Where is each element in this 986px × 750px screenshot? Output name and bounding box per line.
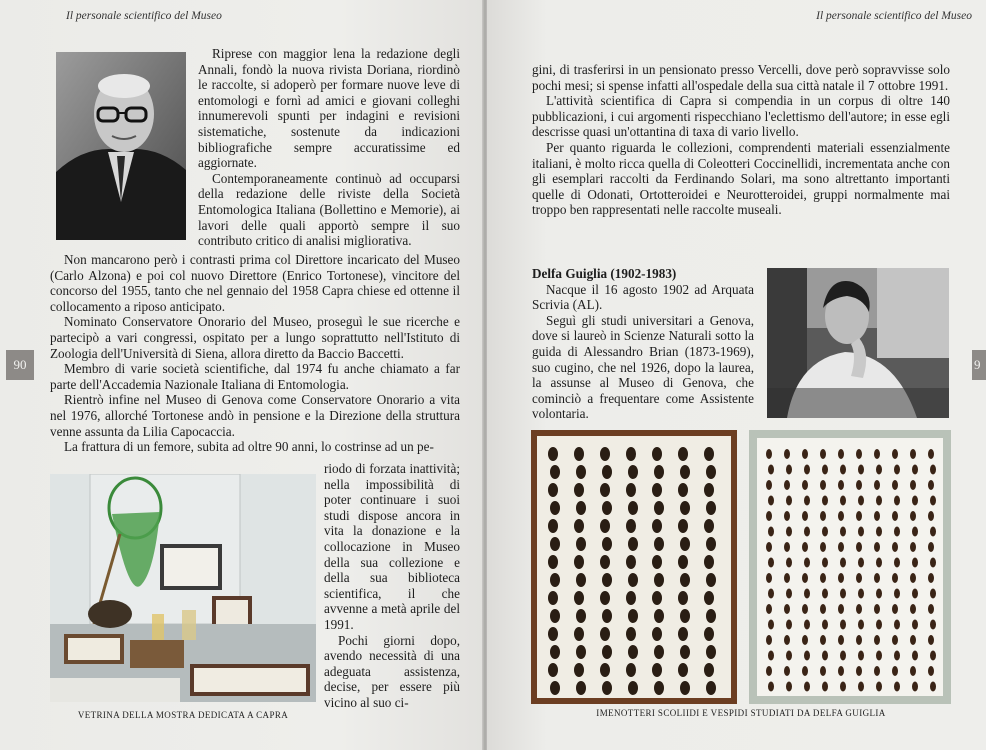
paragraph: Membro di varie società scientifiche, dal 1974 fu anche chiamato a far parte dell'Accademia Nazionale Italiana di Entomologia. (50, 361, 460, 392)
insect-specimen (838, 480, 844, 490)
insect-specimen (840, 682, 846, 692)
insect-specimen (628, 609, 638, 623)
portrait-photo-guiglia (767, 268, 949, 418)
insect-specimen (766, 449, 772, 459)
insect-specimen (838, 511, 844, 521)
insect-specimen (626, 627, 636, 641)
insect-specimen (766, 511, 772, 521)
insect-specimen (652, 555, 662, 569)
insect-specimen (930, 589, 936, 599)
insect-specimen (628, 573, 638, 587)
insect-specimen (768, 682, 774, 692)
insect-specimen (874, 511, 880, 521)
insect-specimen (912, 589, 918, 599)
insect-specimen (548, 555, 558, 569)
insect-specimen (768, 651, 774, 661)
insect-specimen (548, 447, 558, 461)
insect-specimen (894, 589, 900, 599)
insect-specimen (840, 589, 846, 599)
insect-specimen (574, 591, 584, 605)
running-head-left: Il personale scientifico del Museo (66, 10, 222, 22)
insect-specimen (822, 496, 828, 506)
page-number-right: 9 (972, 350, 986, 380)
insect-specimen (858, 527, 864, 537)
insect-specimen (892, 480, 898, 490)
insect-specimen (678, 519, 688, 533)
insect-specimen (912, 527, 918, 537)
insect-specimen (874, 573, 880, 583)
insect-specimen (704, 519, 714, 533)
insect-specimen (654, 609, 664, 623)
insect-specimen (910, 573, 916, 583)
insect-specimen (894, 558, 900, 568)
insect-specimen (892, 635, 898, 645)
insect-specimen (680, 681, 690, 695)
insect-specimen (822, 682, 828, 692)
paragraph: Nominato Conservatore Onorario del Museo, proseguì le sue ricerche e partecipò a vari congressi, ospitato per a lungo soprattutto nell'Istituto di Zoologia dell'Università di Siena, allora diretto da Baccio Baccetti. (50, 314, 460, 361)
insect-specimen (930, 465, 936, 475)
paragraph: Contemporaneamente continuò ad occuparsi della redazione delle riviste della Società Entomologica Italiana (Bollettino e Memorie), ai lavori delle quali apportò sempre il suo contributo critico di analisi migliorativa. (198, 170, 460, 249)
paragraph: Non mancarono però i contrasti prima col Direttore incaricato del Museo (Carlo Alzona) e poi col nuovo Direttore (Enrico Tortonese), vincitore del concorso del 1955, tanto che nel gennaio del 1958 Capra chiese ed ottenne il collocamento a riposo anticipato. (50, 252, 460, 314)
insect-specimen (820, 449, 826, 459)
insect-specimen (602, 573, 612, 587)
insect-specimen (894, 527, 900, 537)
insect-specimen (840, 620, 846, 630)
insect-specimen (786, 682, 792, 692)
insect-specimen (550, 573, 560, 587)
insect-specimen (680, 609, 690, 623)
insect-specimen (930, 558, 936, 568)
insect-specimen (892, 573, 898, 583)
insect-specimen (600, 627, 610, 641)
insect-specimen (822, 558, 828, 568)
insect-specimen (804, 589, 810, 599)
insect-specimen (912, 651, 918, 661)
insect-specimen (548, 627, 558, 641)
insect-specimen (892, 666, 898, 676)
insect-specimen (704, 627, 714, 641)
insect-specimen (704, 663, 714, 677)
insect-specimen (550, 501, 560, 515)
insect-specimen (822, 620, 828, 630)
insect-specimen (802, 480, 808, 490)
insect-specimen (652, 591, 662, 605)
insect-specimen (626, 555, 636, 569)
insect-specimen (600, 447, 610, 461)
insect-specimen (680, 573, 690, 587)
insect-specimen (930, 620, 936, 630)
insect-specimen (930, 496, 936, 506)
insect-specimen (680, 537, 690, 551)
insect-specimen (652, 627, 662, 641)
insect-specimen (706, 609, 716, 623)
insect-specimen (928, 542, 934, 552)
section-title: Delfa Guiglia (1902-1983) (532, 266, 677, 281)
paragraph: Seguì gli studi universitari a Genova, dove si laureò in Scienze Naturali sotto la guida di Alessandro Brian (1873-1969), suo cugino, che nel 1926, dopo la laurea, la assunse al Museo di Genova, che cominciò a frequentare come Assistente volontaria. (532, 312, 754, 422)
insect-specimen (804, 558, 810, 568)
insect-specimen (768, 465, 774, 475)
insect-specimen (876, 620, 882, 630)
insect-specimen (838, 573, 844, 583)
insect-specimen (802, 666, 808, 676)
insect-specimen (626, 447, 636, 461)
insect-specimen (894, 496, 900, 506)
insect-specimen (820, 573, 826, 583)
insect-specimen (820, 666, 826, 676)
insect-specimen (928, 480, 934, 490)
insect-specimen (876, 558, 882, 568)
insect-specimen (600, 663, 610, 677)
insect-specimen (910, 635, 916, 645)
insect-specimen (654, 465, 664, 479)
photo-caption-left: VETRINA DELLA MOSTRA DEDICATA A CAPRA (77, 710, 289, 720)
insect-specimen (626, 663, 636, 677)
insect-specimen (768, 620, 774, 630)
insect-specimen (652, 483, 662, 497)
insect-specimen (892, 542, 898, 552)
insect-specimen (802, 511, 808, 521)
insect-specimen (678, 663, 688, 677)
insect-specimen (652, 663, 662, 677)
insect-specimen (876, 651, 882, 661)
insect-specimen (678, 591, 688, 605)
insect-specimen (602, 645, 612, 659)
exhibition-case-photo (50, 474, 316, 702)
insect-specimen (856, 666, 862, 676)
insect-specimen (910, 542, 916, 552)
insect-specimen (548, 519, 558, 533)
text-block-full-width (50, 252, 460, 455)
insect-specimen (768, 527, 774, 537)
insect-specimen (576, 501, 586, 515)
insect-specimen (804, 651, 810, 661)
insect-specimen (838, 604, 844, 614)
insect-specimen (550, 645, 560, 659)
insect-specimen (928, 511, 934, 521)
insect-specimen (766, 542, 772, 552)
insect-specimen (894, 620, 900, 630)
insect-specimen (910, 449, 916, 459)
insect-specimen (576, 645, 586, 659)
insect-specimen (874, 635, 880, 645)
insect-specimen (548, 591, 558, 605)
insect-specimen (876, 527, 882, 537)
insect-specimen (912, 558, 918, 568)
insect-specimen (840, 558, 846, 568)
insect-specimen (784, 573, 790, 583)
insect-specimen (804, 682, 810, 692)
insect-specimen (600, 555, 610, 569)
paragraph: Riprese con maggior lena la redazione degli Annali, fondò la nuova rivista Doriana, riordinò le raccolte, si adoperò per formare nuove leve di entomologi e fornì ad amici e giovani colleghi innumerevoli spunti per indagini e revisioni sistematiche, sostenute da indicazioni bibliografiche sempre accuratissime ed aggiornate. (198, 46, 460, 171)
insect-specimen (802, 542, 808, 552)
insect-specimen (786, 651, 792, 661)
insect-specimen (574, 447, 584, 461)
insect-specimen (802, 604, 808, 614)
insect-specimen (928, 573, 934, 583)
insect-specimen (628, 645, 638, 659)
insect-specimen (930, 651, 936, 661)
insect-specimen (856, 449, 862, 459)
insect-specimen (706, 645, 716, 659)
insect-specimen (784, 480, 790, 490)
insect-specimen (876, 589, 882, 599)
insect-specimen (856, 635, 862, 645)
insect-specimen (910, 480, 916, 490)
insect-specimen (874, 542, 880, 552)
insect-specimen (894, 682, 900, 692)
right-page (487, 0, 986, 750)
insect-specimen (858, 558, 864, 568)
insect-specimen (838, 666, 844, 676)
insect-specimen (784, 604, 790, 614)
insect-box-photo-left (531, 430, 737, 704)
insect-specimen (704, 555, 714, 569)
insect-specimen (654, 645, 664, 659)
page-number-left: 90 (6, 350, 34, 380)
insect-specimen (628, 681, 638, 695)
insect-specimen (910, 666, 916, 676)
insect-specimen (856, 604, 862, 614)
insect-specimen (784, 666, 790, 676)
insect-specimen (802, 449, 808, 459)
insect-specimen (768, 558, 774, 568)
insect-specimen (784, 449, 790, 459)
insect-specimen (820, 542, 826, 552)
insect-specimen (600, 483, 610, 497)
insect-specimen (786, 589, 792, 599)
insect-specimen (876, 465, 882, 475)
insect-specimen (856, 511, 862, 521)
insect-specimen (840, 465, 846, 475)
insect-specimen (840, 527, 846, 537)
insect-specimen (858, 465, 864, 475)
insect-specimen (856, 542, 862, 552)
insect-specimen (768, 496, 774, 506)
insect-specimen (784, 542, 790, 552)
insect-specimen (930, 682, 936, 692)
insect-specimen (574, 483, 584, 497)
insect-specimen (628, 501, 638, 515)
insect-specimen (840, 496, 846, 506)
insect-specimen (626, 483, 636, 497)
insect-specimen (930, 527, 936, 537)
insect-specimen (876, 496, 882, 506)
insect-specimen (928, 449, 934, 459)
portrait-photo-capra (56, 52, 186, 240)
insect-specimen (786, 465, 792, 475)
insect-specimen (654, 681, 664, 695)
insect-specimen (874, 449, 880, 459)
insect-specimen (838, 449, 844, 459)
insect-specimen (768, 589, 774, 599)
insect-specimen (802, 635, 808, 645)
insect-specimen (822, 589, 828, 599)
insect-specimen (706, 465, 716, 479)
running-head-right: Il personale scientifico del Museo (816, 10, 972, 22)
insect-specimen (600, 519, 610, 533)
insect-specimen (550, 609, 560, 623)
photo-caption-right: IMENOTTERI SCOLIIDI E VESPIDI STUDIATI DA DELFA GUIGLIA (596, 708, 886, 718)
insect-specimen (680, 501, 690, 515)
insect-specimen (678, 447, 688, 461)
insect-specimen (804, 496, 810, 506)
insect-specimen (706, 537, 716, 551)
insect-specimen (874, 666, 880, 676)
insect-specimen (802, 573, 808, 583)
paragraph: riodo di forzata inattività; nella impossibilità di poter continuare i suoi studi dispose ancora in vita la donazione e la collocazione in Museo della sua collezione e della sua biblioteca scientifica, il che avvenne a metà aprile del 1991. (324, 461, 460, 632)
insect-specimen (804, 465, 810, 475)
insect-specimen (550, 537, 560, 551)
insect-specimen (576, 681, 586, 695)
insect-specimen (574, 663, 584, 677)
insect-specimen (912, 465, 918, 475)
insect-specimen (654, 501, 664, 515)
insect-specimen (804, 620, 810, 630)
text-block-top (532, 62, 950, 218)
insect-specimen (704, 483, 714, 497)
insect-specimen (928, 604, 934, 614)
insect-specimen (840, 651, 846, 661)
insect-specimen (678, 627, 688, 641)
insect-specimen (704, 591, 714, 605)
insect-specimen (822, 527, 828, 537)
paragraph: L'attività scientifica di Capra si compendia in un corpus di oltre 140 pubblicazioni, i cui argomenti rispecchiano l'eclettismo dell'autore; in esse egli descrisse quasi un'ottantina di taxa di vario livello. (532, 93, 950, 140)
insect-specimen (928, 666, 934, 676)
insect-specimen (652, 447, 662, 461)
paragraph: gini, di trasferirsi in un pensionato presso Vercelli, dove però sopravvisse solo pochi mesi; si spense infatti all'ospedale della sua città natale il 7 ottobre 1991. (532, 62, 950, 93)
insect-specimen (766, 573, 772, 583)
insect-specimen (550, 465, 560, 479)
insect-specimen (786, 558, 792, 568)
section-delfa-guiglia (532, 266, 754, 422)
insect-specimen (892, 604, 898, 614)
insect-specimen (856, 480, 862, 490)
insect-specimen (892, 511, 898, 521)
insect-specimen (706, 681, 716, 695)
insect-specimen (858, 620, 864, 630)
insect-specimen (576, 465, 586, 479)
insect-specimen (858, 651, 864, 661)
insect-specimen (574, 555, 584, 569)
paragraph: Rientrò infine nel Museo di Genova come Conservatore Onorario a vita nel 1976, allorché Tortonese andò in pensione e la Direzione della struttura venne assunta da Lilia Capocaccia. (50, 392, 460, 439)
insect-specimen (678, 555, 688, 569)
insect-specimen (548, 483, 558, 497)
insect-specimen (856, 573, 862, 583)
text-block-bottom-right (324, 461, 460, 711)
insect-specimen (784, 511, 790, 521)
insect-specimen (550, 681, 560, 695)
insect-specimen (820, 635, 826, 645)
insect-specimen (626, 591, 636, 605)
insect-specimen (602, 681, 612, 695)
insect-specimen (784, 635, 790, 645)
insect-specimen (652, 519, 662, 533)
insect-specimen (574, 627, 584, 641)
insect-specimen (576, 537, 586, 551)
insect-specimen (706, 501, 716, 515)
insect-specimen (912, 620, 918, 630)
insect-specimen (680, 465, 690, 479)
insect-specimen (766, 666, 772, 676)
insect-specimen (766, 480, 772, 490)
insect-specimen (820, 480, 826, 490)
insect-specimen (874, 604, 880, 614)
paragraph: Per quanto riguarda le collezioni, comprendenti materiali essenzialmente italiani, è molto ricca quella di Coleotteri Coccinellidi, incrementata anche con gli esemplari raccolti da Ferdinando Solari, ma sono altrettanto importanti quelle di Odonati, Ortotteroidei e Neurotteroidei, gruppi normalmente mai troppo ben rappresentati nelle raccolte museali. (532, 139, 950, 218)
insect-specimen (892, 449, 898, 459)
insect-specimen (838, 542, 844, 552)
insect-specimen (704, 447, 714, 461)
insect-specimen (912, 682, 918, 692)
insect-specimen (786, 496, 792, 506)
insect-specimen (548, 663, 558, 677)
insect-specimen (602, 609, 612, 623)
left-page (0, 0, 484, 750)
insect-specimen (678, 483, 688, 497)
insect-specimen (766, 635, 772, 645)
insect-box-photo-right (749, 430, 951, 704)
insect-specimen (766, 604, 772, 614)
insect-specimen (680, 645, 690, 659)
insect-specimen (602, 465, 612, 479)
insect-specimen (858, 589, 864, 599)
paragraph: Pochi giorni dopo, avendo necessità di una adeguata assistenza, decise, per essere più vicino al suo ci- (324, 632, 460, 710)
insect-specimen (574, 519, 584, 533)
insect-specimen (602, 537, 612, 551)
paragraph: Nacque il 16 agosto 1902 ad Arquata Scrivia (AL). (532, 281, 754, 313)
insect-specimen (822, 465, 828, 475)
insect-specimen (576, 609, 586, 623)
insect-specimen (820, 604, 826, 614)
insect-specimen (804, 527, 810, 537)
insect-specimen (910, 604, 916, 614)
insect-specimen (910, 511, 916, 521)
insect-specimen (822, 651, 828, 661)
insect-specimen (786, 527, 792, 537)
insect-specimen (628, 465, 638, 479)
insect-specimen (786, 620, 792, 630)
insect-specimen (628, 537, 638, 551)
insect-specimen (576, 573, 586, 587)
text-block-top-right (198, 46, 460, 249)
insect-specimen (654, 573, 664, 587)
insect-specimen (894, 465, 900, 475)
insect-specimen (838, 635, 844, 645)
insect-specimen (602, 501, 612, 515)
insect-specimen (626, 519, 636, 533)
insect-specimen (928, 635, 934, 645)
insect-specimen (874, 480, 880, 490)
insect-specimen (706, 573, 716, 587)
insect-specimen (858, 496, 864, 506)
insect-specimen (858, 682, 864, 692)
insect-specimen (876, 682, 882, 692)
insect-specimen (894, 651, 900, 661)
insect-specimen (654, 537, 664, 551)
paragraph: La frattura di un femore, subita ad oltre 90 anni, lo costrinse ad un pe- (64, 439, 434, 455)
insect-specimen (820, 511, 826, 521)
insect-specimen (912, 496, 918, 506)
insect-specimen (600, 591, 610, 605)
